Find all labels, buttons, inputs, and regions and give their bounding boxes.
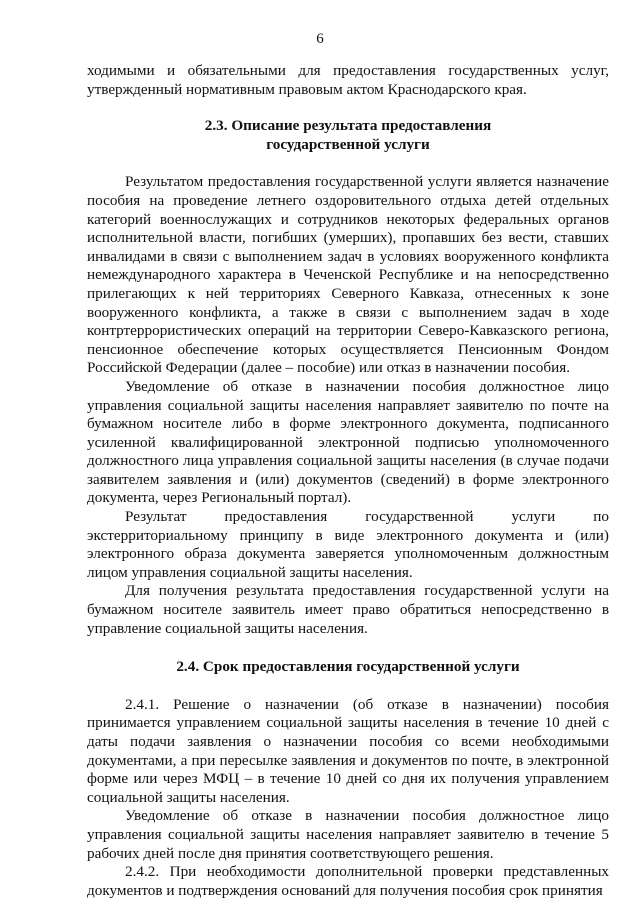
section-heading-2-3 <box>87 117 609 154</box>
paragraph-result-description: Результатом предоставления государственной услуги является назначение пособия на проведение летнего оздоровительного отдыха детей отдельных категорий военнослужащих и сотрудников некоторых федеральных органов исполнительной власти, погибших (умерших), пропавших без вести, ставших инвалидами в связи с выполнением задач в условиях вооруженного конфликта немеждународного характера в Чеченской Республике и на непосредственно прилегающих к ней территориях Северного Кавказа, отнесенных к зоне вооруженного конфликта, а также в связи с выполнением задач в ходе контртеррористических операций на территории Северо-Кавказского региона, пенсионное обеспечение которых осуществляется Пенсионным Фондом Российской Федерации (далее – пособие) или отказ в назначении пособия. <box>87 173 609 377</box>
paragraph-refusal-deadline: Уведомление об отказе в назначении пособия должностное лицо управления социальной защиты населения направляет заявителю в течение 5 рабочих дней после дня принятия соответствующего решения. <box>87 807 609 862</box>
paragraph-2-4-2: 2.4.2. При необходимости дополнительной проверки представленных документов и подтверждения оснований для получения пособия срок принятия <box>87 863 609 899</box>
section-heading-2-3-line2: государственной услуги <box>266 135 430 153</box>
paragraph-exterritorial-result: Результат предоставления государственной услуги по экстерриториальному принципу в виде электронного документа и (или) электронного образа документа заверяется уполномоченным должностным лицом управления социальной защиты населения. <box>87 508 609 581</box>
document-body <box>87 62 609 900</box>
section-heading-2-3-line1: 2.3. Описание результата предоставления <box>204 117 492 135</box>
section-heading-2-4: 2.4. Срок предоставления государственной услуги <box>176 658 520 676</box>
page-number: 6 <box>316 31 324 47</box>
paragraph-2-4-1: 2.4.1. Решение о назначении (об отказе в назначении) пособия принимается управлением социальной защиты населения в течение 10 дней с даты подачи заявления о назначении пособия со всеми необходимыми документами, а при пересылке заявления и документов по почте, в электронной форме или через МФЦ – в течение 10 дней со дня их получения управлением социальной защиты населения. <box>87 695 609 806</box>
paragraph-refusal-notification: Уведомление об отказе в назначении пособия должностное лицо управления социальной защиты населения направляет заявителю по почте на бумажном носителе либо в форме электронного документа, подписанного усиленной квалифицированной электронной подписью уполномоченного должностного лица управления социальной защиты населения (в случае подачи заявителем заявления и (или) документов (сведений) в форме электронного документа, через Региональный портал). <box>87 377 609 507</box>
paragraph-continuation: ходимыми и обязательными для предоставления государственных услуг, утвержденный нормативным правовым актом Краснодарского края. <box>87 62 609 98</box>
paragraph-paper-result: Для получения результата предоставления государственной услуги на бумажном носителе заявитель имеет право обратиться непосредственно в управление социальной защиты населения. <box>87 582 609 637</box>
